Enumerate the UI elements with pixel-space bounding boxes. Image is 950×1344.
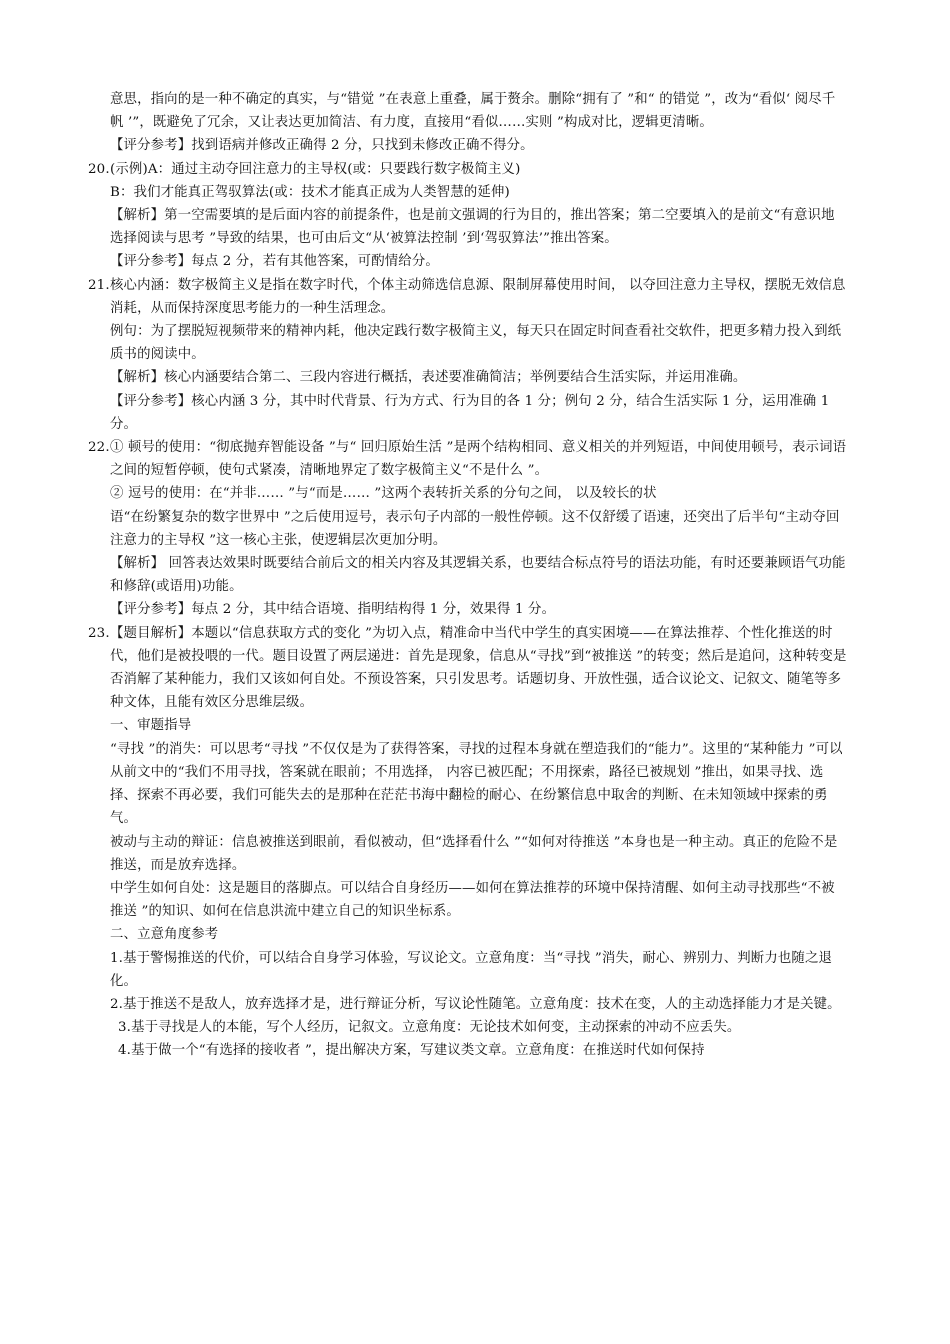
answer-a: (示例)A：通过主动夺回注意力的主导权(或：只要践行数字极简主义) (110, 161, 521, 177)
question-23 (88, 622, 848, 1063)
point-comma: ② 逗号的使用：在“并非…… ”与“而是…… ”这两个表转折关系的分句之间， 以及较长的状 (110, 486, 657, 502)
point-comma-cont: 语“在纷繁复杂的数字世界中 ”之后使用逗号，表示句子内部的一般性停顿。这不仅舒缓了语速，还突出了后半句“主动夺回注意力的主导权 ”这一核心主张，使逻辑层次更加分明。 (110, 509, 840, 548)
scoring-note: 【评分参考】核心内涵 3 分，其中时代背景、行为方式、行为目的各 1 分；例句 2 分，结合生活实际 1 分，运用准确 1 分。 (110, 393, 830, 432)
guide-paragraph: 被动与主动的辩证：信息被推送到眼前，看似被动，但“选择看什么 ”“如何对待推送 ”本身也是一种主动。真正的危险不是推送，而是放弃选择。 (110, 834, 838, 873)
core-meaning: 核心内涵：数字极简主义是指在数字时代，个体主动筛选信息源、限制屏幕使用时间， 以夺回注意力主导权，摆脱无效信息消耗，从而保持深度思考能力的一种生活理念。 (110, 277, 846, 316)
question-number: 22. (88, 440, 110, 456)
scoring-note: 【评分参考】每点 2 分，若有其他答案，可酌情给分。 (110, 254, 439, 270)
angle-item: 1.基于警惕推送的代价，可以结合自身学习体验，写议论文。立意角度：当“寻找 ”消失，耐心、辨别力、判断力也随之退化。 (110, 950, 833, 989)
question-21 (88, 274, 848, 436)
analysis: 【解析】第一空需要填的是后面内容的前提条件，也是前文强调的行为目的，推出答案；第二空要填入的是前文“有意识地选择阅读与思考 ”导致的结果，也可由后文“从‘被算法控制 ’到‘驾驭算法’”推出答案。 (110, 208, 835, 247)
question-20 (88, 158, 848, 274)
topic-analysis: 【题目解析】本题以“信息获取方式的变化 ”为切入点，精准命中当代中学生的真实困境——在算法推荐、个性化推送的时代，他们是被投喂的一代。题目设置了两层递进：首先是现象，信息从“寻找”到“被推送 ”的转变；然后是追问，这种转变是否消解了某种能力，我们又该如何自处。不预设答案，只引发思考。话题切身、开放性强，适合议论文、记叙文、随笔等多种文体，且能有效区分思维层级。 (110, 625, 847, 711)
scoring-note: 【评分参考】每点 2 分，其中结合语境、指明结构得 1 分，效果得 1 分。 (110, 602, 556, 618)
question-number: 20. (88, 161, 110, 177)
angle-item: 4.基于做一个“有选择的接收者 ”，提出解决方案，写建议类文章。立意角度：在推送时代如何保持 (118, 1043, 705, 1059)
section-heading: 一、审题指导 (110, 718, 192, 734)
question-22 (88, 436, 848, 622)
example-sentence: 例句：为了摆脱短视频带来的精神内耗，他决定践行数字极简主义，每天只在固定时间查看社交软件，把更多精力投入到纸质书的阅读中。 (110, 324, 842, 363)
guide-paragraph: “寻找 ”的消失：可以思考“寻找 ”不仅仅是为了获得答案，寻找的过程本身就在塑造我们的“能力”。这里的“某种能力 ”可以从前文中的“我们不用寻找，答案就在眼前；不用选择， 内容已被匹配；不用探索，路径已被规划 ”推出，如果寻找、选择、探索不再必要，我们可能失去的是那种在茫茫书海中翻检的耐心、在纷繁信息中取舍的判断、在未知领域中探索的勇气。 (110, 741, 843, 827)
analysis: 【解析】核心内涵要结合第二、三段内容进行概括，表述要准确简洁；举例要结合生活实际，并运用准确。 (110, 370, 747, 386)
analysis: 【解析】 回答表达效果时既要结合前后文的相关内容及其逻辑关系，也要结合标点符号的语法功能，有时还要兼顾语气功能和修辞(或语用)功能。 (110, 556, 846, 595)
text-line: 意思，指向的是一种不确定的真实，与“错觉 ”在表意上重叠，属于赘余。删除“拥有了 ”和“ 的错觉 ”，改为“看似‘ 阅尽千帆 ’”，既避免了冗余，又让表达更加简洁、有力度，直接用“看似……实则 ”构成对比，逻辑更清晰。 (110, 92, 836, 131)
section-heading: 二、立意角度参考 (110, 927, 219, 943)
point-comma-dun: ① 顿号的使用：“彻底抛弃智能设备 ”与“ 回归原始生活 ”是两个结构相同、意义相关的并列短语，中间使用顿号，表示词语之间的短暂停顿，使句式紧凑，清晰地界定了数字极简主义“不是什么 ”。 (110, 440, 847, 479)
document-page (88, 88, 848, 1063)
answer-b: B：我们才能真正驾驭算法(或：技术才能真正成为人类智慧的延伸) (110, 184, 510, 200)
guide-paragraph: 中学生如何自处：这是题目的落脚点。可以结合自身经历——如何在算法推荐的环境中保持清醒、如何主动寻找那些“不被推送 ”的知识、如何在信息洪流中建立自己的知识坐标系。 (110, 880, 835, 920)
angle-item: 2.基于推送不是敌人，放弃选择才是，进行辩证分析，写议论性随笔。立意角度：技术在变，人的主动选择能力才是关键。 (110, 996, 841, 1012)
angle-item: 3.基于寻找是人的本能，写个人经历，记叙文。立意角度：无论技术如何变，主动探索的冲动不应丢失。 (118, 1020, 741, 1036)
scoring-note: 【评分参考】找到语病并修改正确得 2 分，只找到未修改正确不得分。 (110, 138, 534, 154)
question-number: 23. (88, 625, 110, 641)
question-number: 21. (88, 277, 110, 293)
